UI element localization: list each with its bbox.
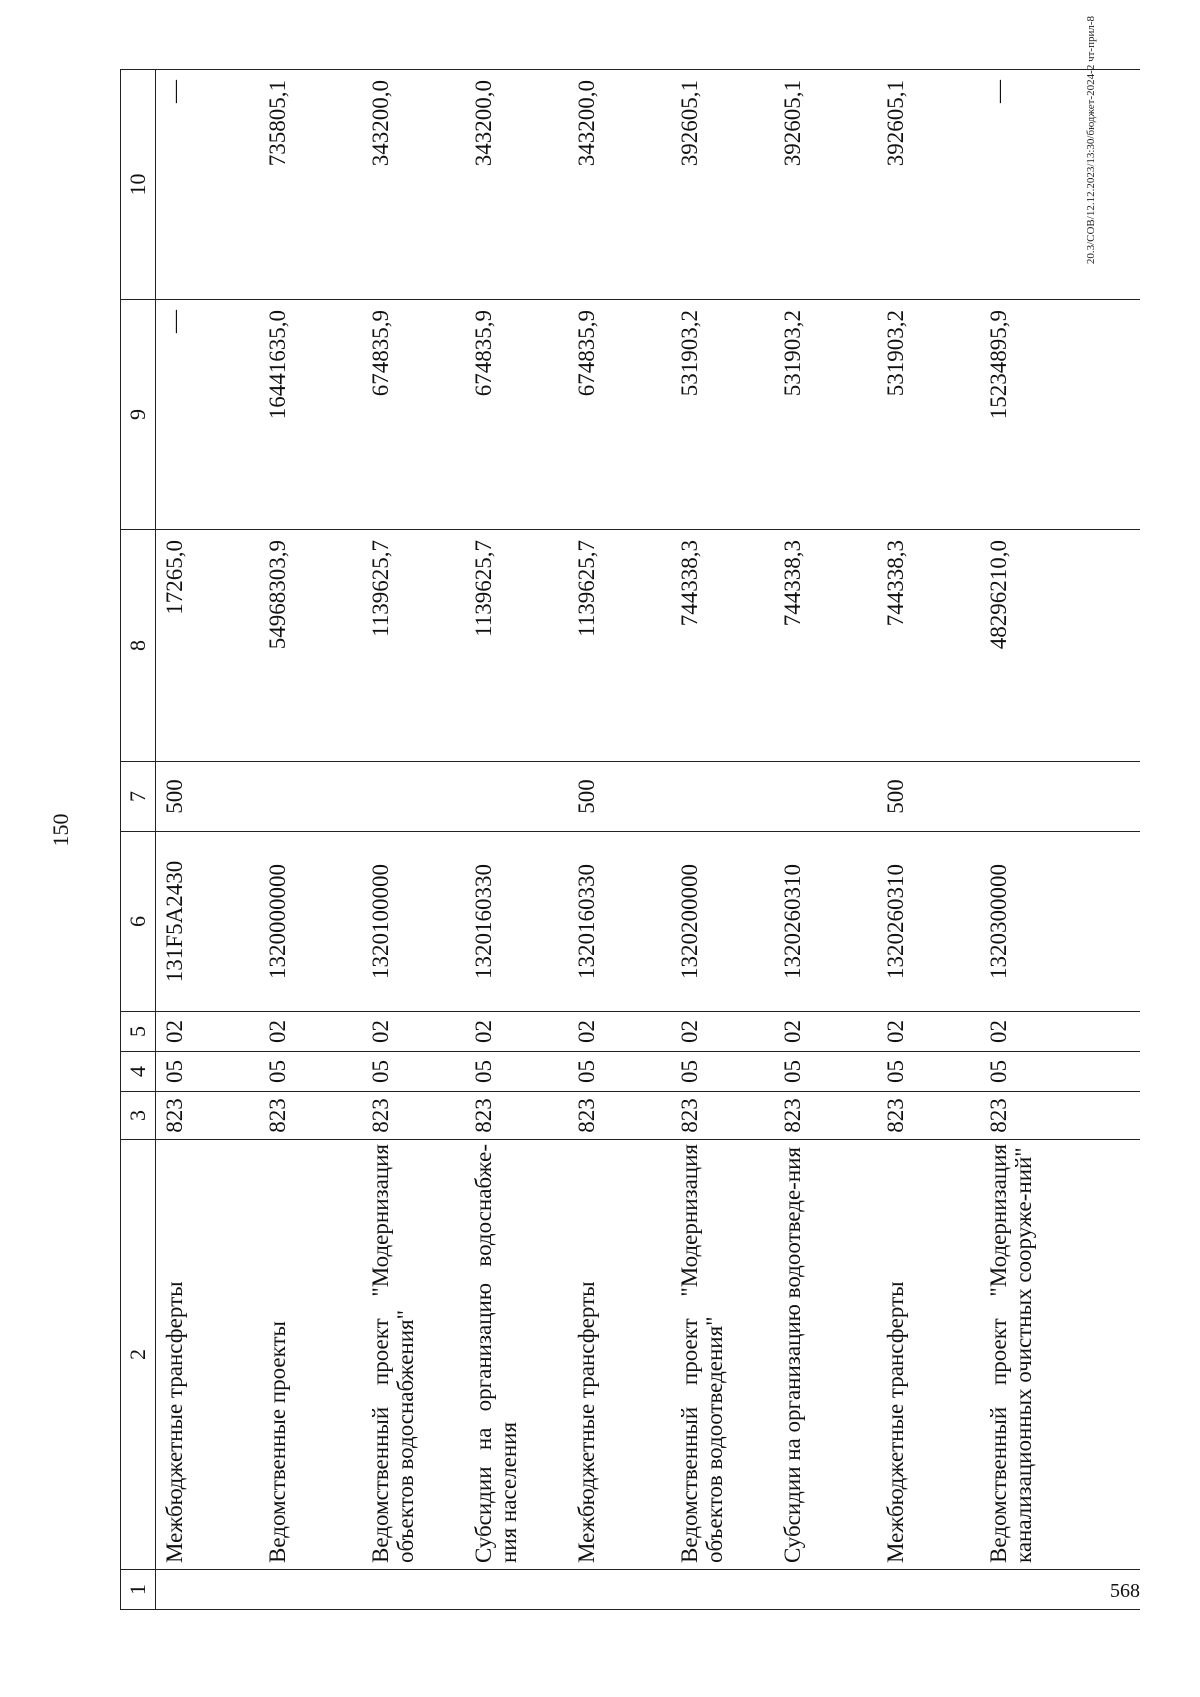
pr-cell: 02 xyxy=(568,1012,671,1052)
name-cell: Ведомственные проекты xyxy=(259,1140,362,1570)
row-number-cell xyxy=(465,1570,568,1610)
table-row xyxy=(671,70,774,1610)
vr-cell xyxy=(980,762,1140,832)
table-row xyxy=(156,70,259,1610)
table-row xyxy=(259,70,362,1610)
grbs-cell: 823 xyxy=(980,1092,1140,1140)
name-cell: Межбюджетные трансферты xyxy=(156,1140,259,1570)
document-footer: 20.3/СОВ/12.12.2023/13:30/бюджет-2024-2 чт-прил-8 xyxy=(1085,16,1097,265)
amount-2024-cell: 1139625,7 xyxy=(465,530,568,762)
row-number-cell xyxy=(671,1570,774,1610)
vr-cell xyxy=(259,762,362,832)
col-header: 1 xyxy=(121,1570,156,1610)
vr-cell xyxy=(362,762,465,832)
row-number-cell xyxy=(774,1570,877,1610)
csr-cell: 1320160330 xyxy=(568,832,671,1012)
vr-cell: 500 xyxy=(156,762,259,832)
amount-2024-cell: 744338,3 xyxy=(774,530,877,762)
csr-cell: 1320300000 xyxy=(980,832,1140,1012)
csr-cell: 1320200000 xyxy=(671,832,774,1012)
name-cell: Ведомственный проект "Модернизация канализационных очистных сооруже-ний" xyxy=(980,1140,1140,1570)
pr-cell: 02 xyxy=(465,1012,568,1052)
pr-cell: 02 xyxy=(774,1012,877,1052)
budget-table xyxy=(120,69,1140,1610)
amount-2024-cell: 54968303,9 xyxy=(259,530,362,762)
csr-cell: 131F5A2430 xyxy=(156,832,259,1012)
name-cell: Субсидии на организацию водоотведе-ния xyxy=(774,1140,877,1570)
grbs-cell: 823 xyxy=(156,1092,259,1140)
rz-cell: 05 xyxy=(877,1052,980,1092)
table-row xyxy=(877,70,980,1610)
col-header: 4 xyxy=(121,1052,156,1092)
rz-cell: 05 xyxy=(671,1052,774,1092)
col-header: 8 xyxy=(121,530,156,762)
pr-cell: 02 xyxy=(877,1012,980,1052)
amount-2026-cell: — xyxy=(980,70,1140,300)
amount-2025-cell: 674835,9 xyxy=(465,300,568,530)
amount-2026-cell: — xyxy=(156,70,259,300)
amount-2025-cell: 15234895,9 xyxy=(980,300,1140,530)
row-number-cell xyxy=(877,1570,980,1610)
amount-2024-cell: 1139625,7 xyxy=(362,530,465,762)
col-header: 2 xyxy=(121,1140,156,1570)
pr-cell: 02 xyxy=(980,1012,1140,1052)
name-cell: Межбюджетные трансферты xyxy=(877,1140,980,1570)
row-number-cell xyxy=(156,1570,259,1610)
rz-cell: 05 xyxy=(774,1052,877,1092)
header-row xyxy=(121,70,156,1610)
amount-2024-cell: 1139625,7 xyxy=(568,530,671,762)
amount-2026-cell: 343200,0 xyxy=(568,70,671,300)
vr-cell: 500 xyxy=(877,762,980,832)
amount-2026-cell: 343200,0 xyxy=(362,70,465,300)
grbs-cell: 823 xyxy=(568,1092,671,1140)
table-row xyxy=(465,70,568,1610)
amount-2024-cell: 744338,3 xyxy=(877,530,980,762)
amount-2025-cell: 674835,9 xyxy=(568,300,671,530)
vr-cell xyxy=(465,762,568,832)
amount-2025-cell: 674835,9 xyxy=(362,300,465,530)
amount-2026-cell: 392605,1 xyxy=(877,70,980,300)
csr-cell: 1320100000 xyxy=(362,832,465,1012)
csr-cell: 1320160330 xyxy=(465,832,568,1012)
vr-cell xyxy=(671,762,774,832)
rz-cell: 05 xyxy=(156,1052,259,1092)
grbs-cell: 823 xyxy=(671,1092,774,1140)
sheet-number: 568 xyxy=(1110,1580,1140,1602)
pr-cell: 02 xyxy=(671,1012,774,1052)
amount-2024-cell: 48296210,0 xyxy=(980,530,1140,762)
table-row xyxy=(980,70,1140,1610)
pr-cell: 02 xyxy=(362,1012,465,1052)
csr-cell: 1320000000 xyxy=(259,832,362,1012)
vr-cell: 500 xyxy=(568,762,671,832)
amount-2025-cell: — xyxy=(156,300,259,530)
rz-cell: 05 xyxy=(362,1052,465,1092)
grbs-cell: 823 xyxy=(774,1092,877,1140)
vr-cell xyxy=(774,762,877,832)
page-number: 150 xyxy=(48,813,73,847)
row-number-cell xyxy=(568,1570,671,1610)
grbs-cell: 823 xyxy=(259,1092,362,1140)
grbs-cell: 823 xyxy=(362,1092,465,1140)
amount-2026-cell: 392605,1 xyxy=(671,70,774,300)
col-header: 9 xyxy=(121,300,156,530)
row-number-cell xyxy=(259,1570,362,1610)
col-header: 3 xyxy=(121,1092,156,1140)
name-cell: Ведомственный проект "Модернизация объектов водоотведения" xyxy=(671,1140,774,1570)
amount-2024-cell: 17265,0 xyxy=(156,530,259,762)
rotated-page xyxy=(20,10,1140,1650)
amount-2026-cell: 392605,1 xyxy=(774,70,877,300)
row-number-cell xyxy=(362,1570,465,1610)
col-header: 6 xyxy=(121,832,156,1012)
amount-2024-cell: 744338,3 xyxy=(671,530,774,762)
name-cell: Межбюджетные трансферты xyxy=(568,1140,671,1570)
csr-cell: 1320260310 xyxy=(774,832,877,1012)
amount-2025-cell: 531903,2 xyxy=(877,300,980,530)
pr-cell: 02 xyxy=(259,1012,362,1052)
table-row xyxy=(362,70,465,1610)
csr-cell: 1320260310 xyxy=(877,832,980,1012)
amount-2025-cell: 16441635,0 xyxy=(259,300,362,530)
amount-2025-cell: 531903,2 xyxy=(671,300,774,530)
rz-cell: 05 xyxy=(980,1052,1140,1092)
grbs-cell: 823 xyxy=(465,1092,568,1140)
table-row xyxy=(568,70,671,1610)
amount-2026-cell: 735805,1 xyxy=(259,70,362,300)
amount-2026-cell: 343200,0 xyxy=(465,70,568,300)
table-row xyxy=(774,70,877,1610)
rz-cell: 05 xyxy=(465,1052,568,1092)
name-cell: Ведомственный проект "Модернизация объектов водоснабжения" xyxy=(362,1140,465,1570)
rz-cell: 05 xyxy=(259,1052,362,1092)
grbs-cell: 823 xyxy=(877,1092,980,1140)
pr-cell: 02 xyxy=(156,1012,259,1052)
rz-cell: 05 xyxy=(568,1052,671,1092)
amount-2025-cell: 531903,2 xyxy=(774,300,877,530)
col-header: 10 xyxy=(121,70,156,300)
col-header: 5 xyxy=(121,1012,156,1052)
col-header: 7 xyxy=(121,762,156,832)
name-cell: Субсидии на организацию водоснабже-ния населения xyxy=(465,1140,568,1570)
